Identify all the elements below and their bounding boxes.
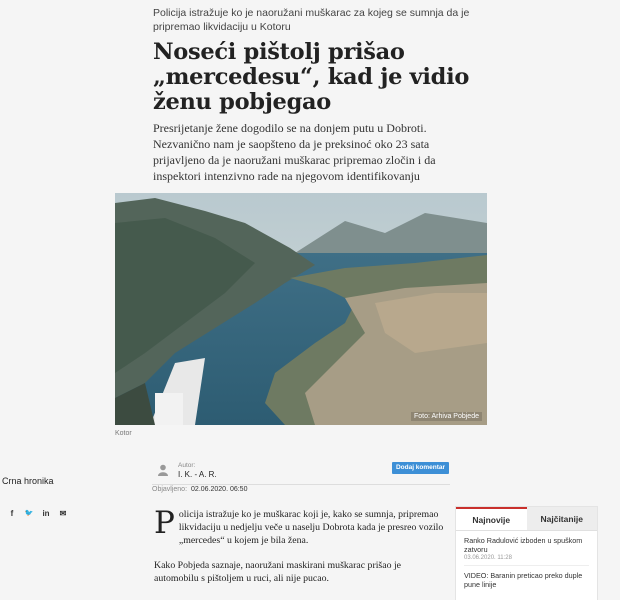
article-lead: Presrijetanje žene dogodilo se na donjem putu u Dobroti. Nezvanično nam je saopšteno da je preksinoć oko 23 sata prijavljeno da je naoružani muškarac pripremao zločin i da inspektori intenzivno rade na njegovom identifikovanju [153, 121, 436, 183]
article-paragraph [154, 505, 444, 547]
article-supertitle: Policija istražuje ko je naoružani muškarac za kojeg se sumnja da je pripremao likvidaciju u Kotoru [153, 7, 470, 33]
user-icon [158, 464, 168, 476]
published-info [152, 486, 247, 493]
share-bar [6, 508, 69, 520]
kotor-bay-image [115, 193, 487, 425]
author-name[interactable]: I. K. - A. R. [178, 470, 217, 479]
article-paragraph: Kako Pobjeda saznaje, naoružani maskirani muškarac prišao je automobilu s pištoljem u ruci, ali nije pucao. [154, 560, 402, 584]
dropcap: P [154, 505, 175, 541]
news-time: 03.06.2020. 11:28 [464, 555, 512, 561]
photo-credit: Foto: Arhiva Pobjede [411, 412, 482, 421]
news-title[interactable]: Ranko Radulović izboden u spuškom zatvoru [464, 536, 583, 554]
tab-latest[interactable]: Najnovije [456, 507, 527, 530]
add-comment-button[interactable]: Dodaj komentar [392, 462, 449, 474]
section-label[interactable]: Crna hronika [2, 476, 54, 486]
paragraph-text: olicija istražuje ko je muškarac koji je, kako se sumnja, pripremao likvidaciju u nedjelju veče u naselju Dobrota kada je presreo vozilo „mercedes“ u kojem je bila žena. [178, 509, 444, 546]
news-title[interactable]: VIDEO: Baranin preticao preko duple pune linije [464, 571, 583, 589]
author-box [152, 460, 452, 484]
article-title: Noseći pištolj prišao „mercedesu“, kad je vidio ženu pobjegao [153, 39, 470, 115]
news-item[interactable] [456, 566, 597, 589]
twitter-icon[interactable]: 🐦 [24, 510, 34, 517]
facebook-icon[interactable]: f [10, 509, 14, 518]
email-icon[interactable]: ✉ [59, 509, 67, 518]
author-label: Autor: [178, 462, 196, 469]
photo-caption: Kotor [115, 430, 132, 437]
linkedin-icon[interactable]: in [42, 509, 50, 518]
published-label: Objavljeno: [152, 486, 188, 493]
widget-tabs [456, 507, 597, 531]
article-body [154, 505, 444, 597]
published-date: 02.06.2020. 06:50 [191, 486, 248, 493]
divider [152, 484, 450, 485]
tab-most-read[interactable]: Najčitanije [527, 507, 598, 530]
news-item[interactable] [456, 531, 597, 561]
article-photo[interactable] [115, 193, 487, 425]
news-widget [455, 506, 598, 600]
